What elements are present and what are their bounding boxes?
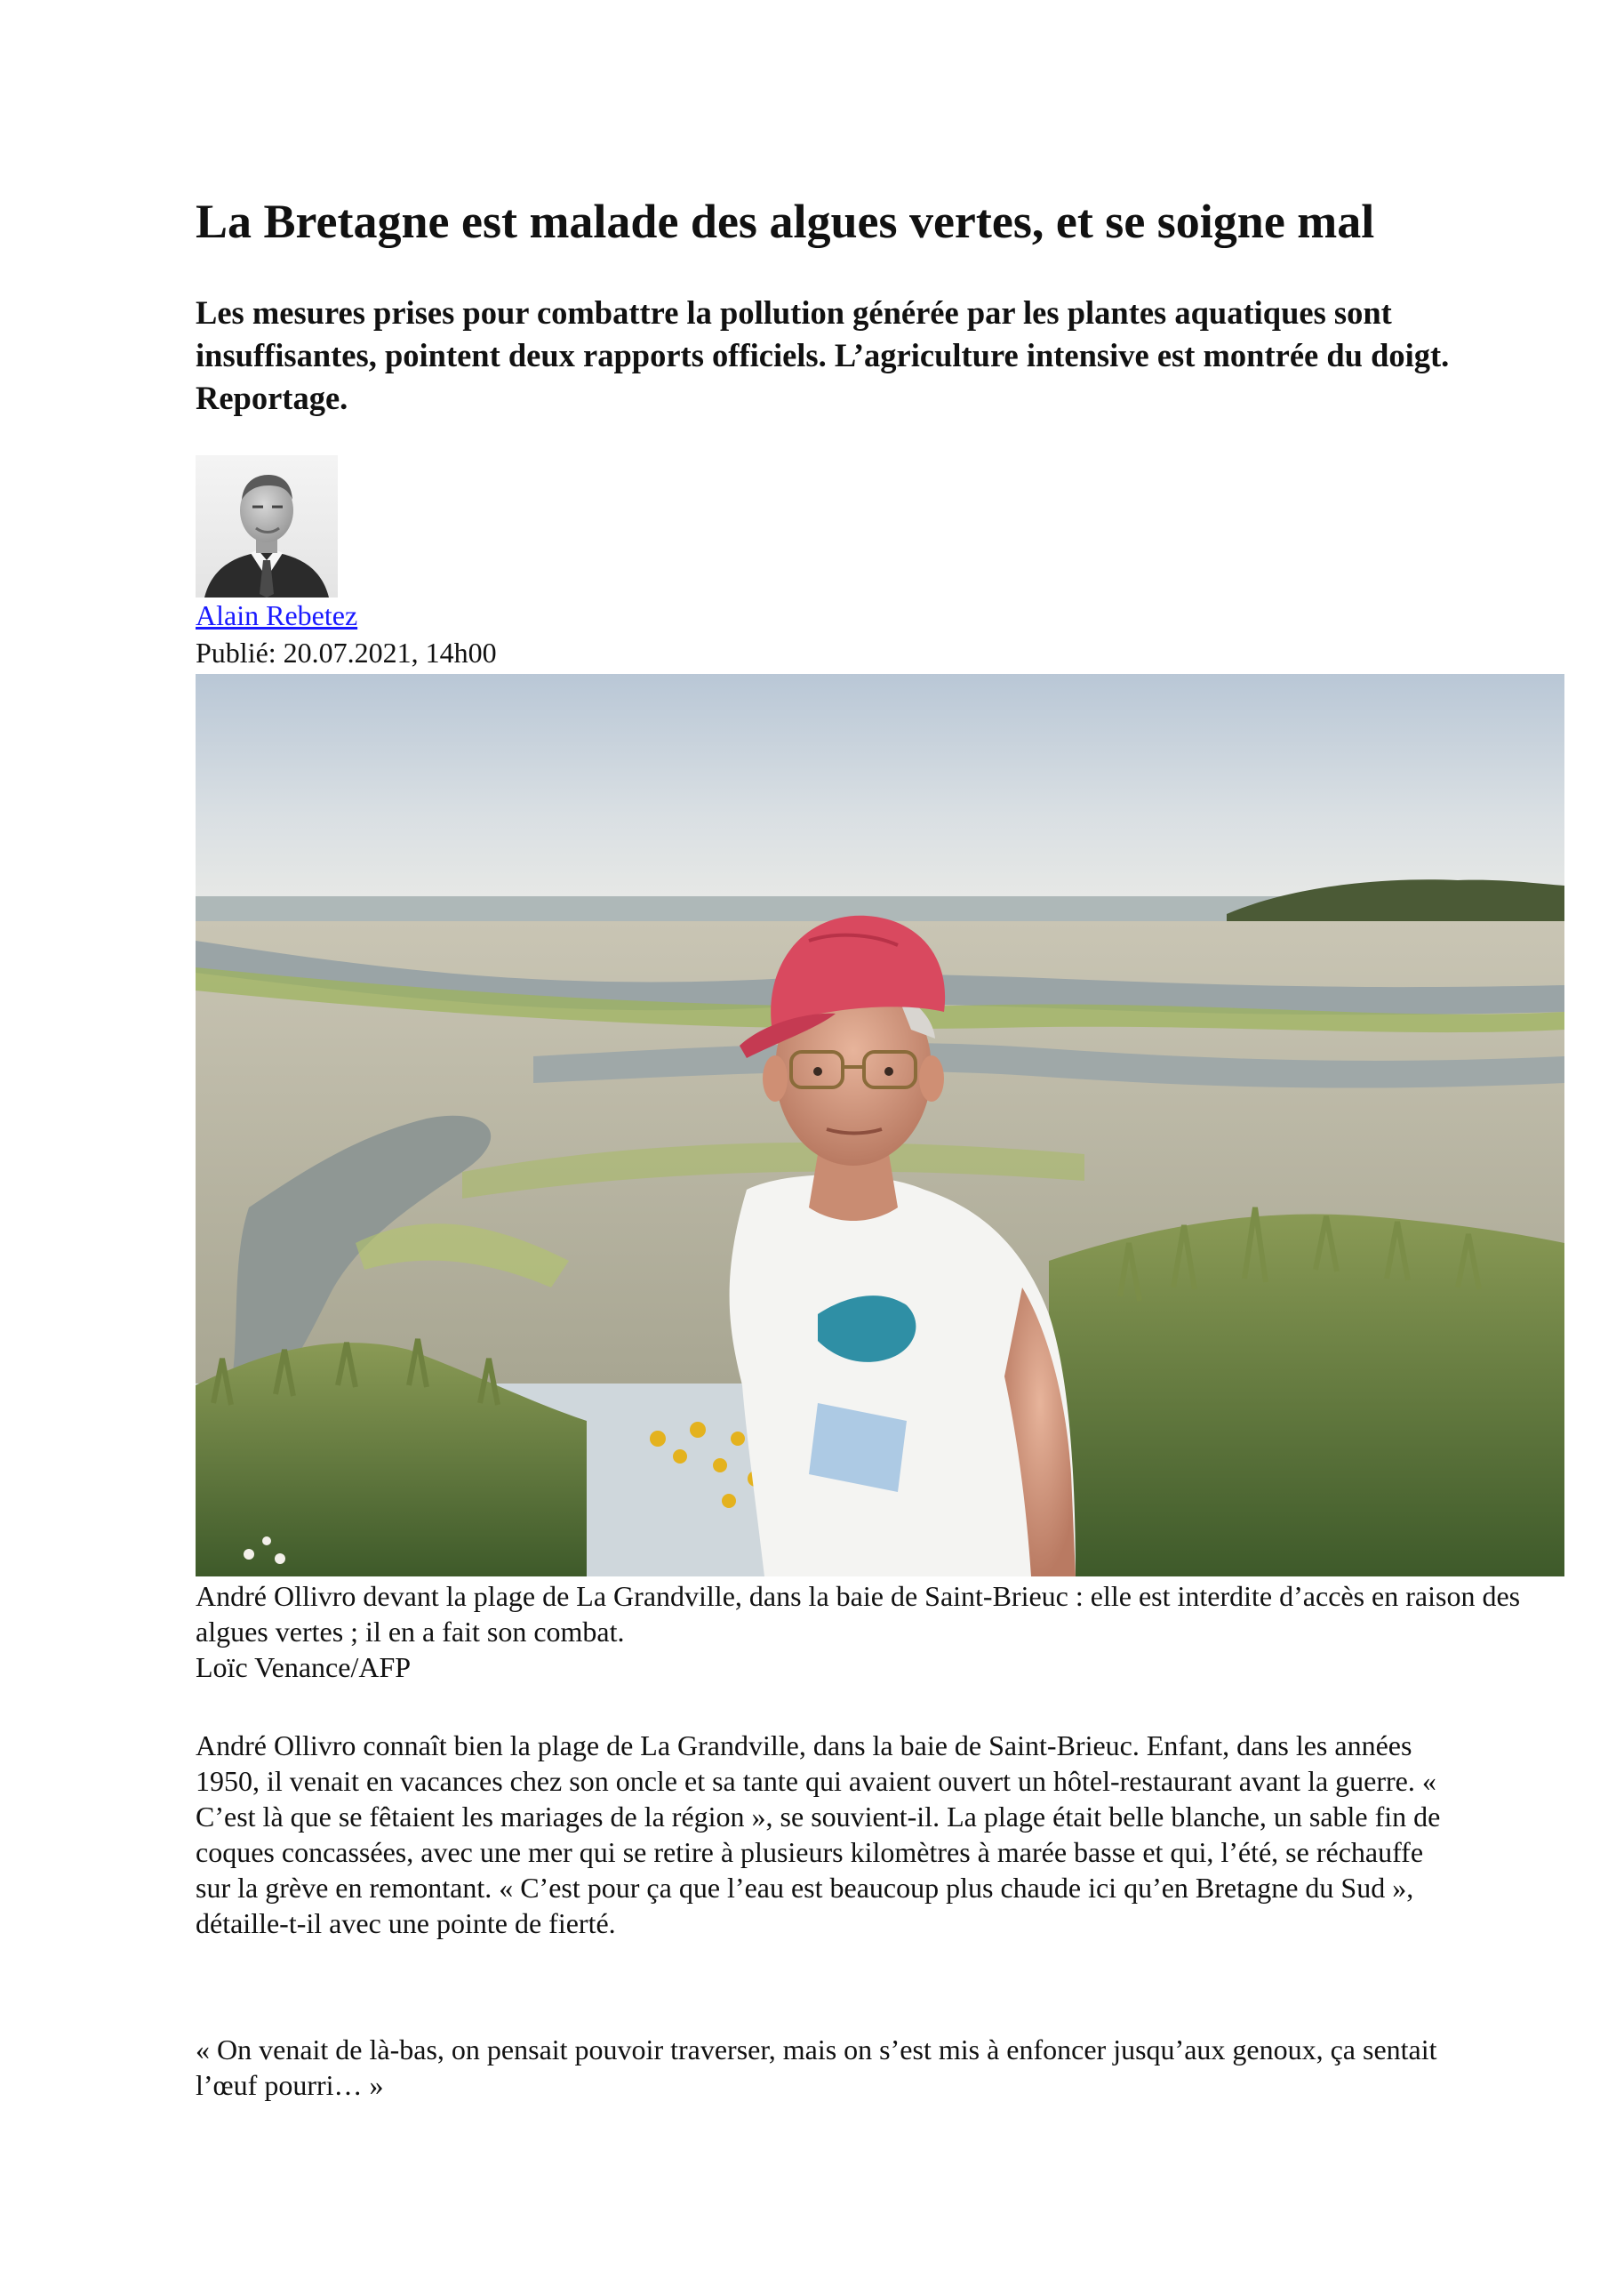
photo-caption xyxy=(196,1578,1529,1649)
paragraph: « On venait de là-bas, on pensait pouvoir traverser, mais on s’est mis à enfoncer jusqu’aux genoux, ça sentait l’œuf pourri… » xyxy=(196,2033,1437,2101)
photo-credit: Loïc Venance/AFP xyxy=(196,1651,412,1683)
author-avatar xyxy=(196,455,338,598)
publish-date: Publié: 20.07.2021, 14h00 xyxy=(196,637,497,669)
hero-photo xyxy=(196,674,1564,1576)
author-link[interactable]: Alain Rebetez xyxy=(196,599,358,631)
paragraph: André Ollivro connaît bien la plage de La Grandville, dans la baie de Saint-Brieuc. Enfant, dans les années 1950, il venait en vacances chez son oncle et sa tante qui avaient ouvert un hôtel-restaurant avant la guerre. « C’est là que se fêtaient les mariages de la région », se souvient-il. La plage était belle blanche, un sable fin de coques concassées, avec une mer qui se retire à plusieurs kilomètres à marée basse et qui, l’été, se réchauffe sur la grève en remontant. « C’est pour ça que l’eau est beaucoup plus chaude ici qu’en Bretagne du Sud », détaille-t-il avec une pointe de fierté. xyxy=(196,1729,1441,1939)
article-title: La Bretagne est malade des algues vertes, et se soigne mal xyxy=(196,195,1375,248)
article-lede: Les mesures prises pour combattre la pollution générée par les plantes aquatiques sont insuffisantes, pointent deux rapports officiels. L’agriculture intensive est montrée du doigt. Reportage. xyxy=(196,294,1450,416)
photo-caption-text: André Ollivro devant la plage de La Grandville, dans la baie de Saint-Brieuc : elle est interdite d’accès en raison des algues vertes ; il en a fait son combat. xyxy=(196,1580,1521,1648)
